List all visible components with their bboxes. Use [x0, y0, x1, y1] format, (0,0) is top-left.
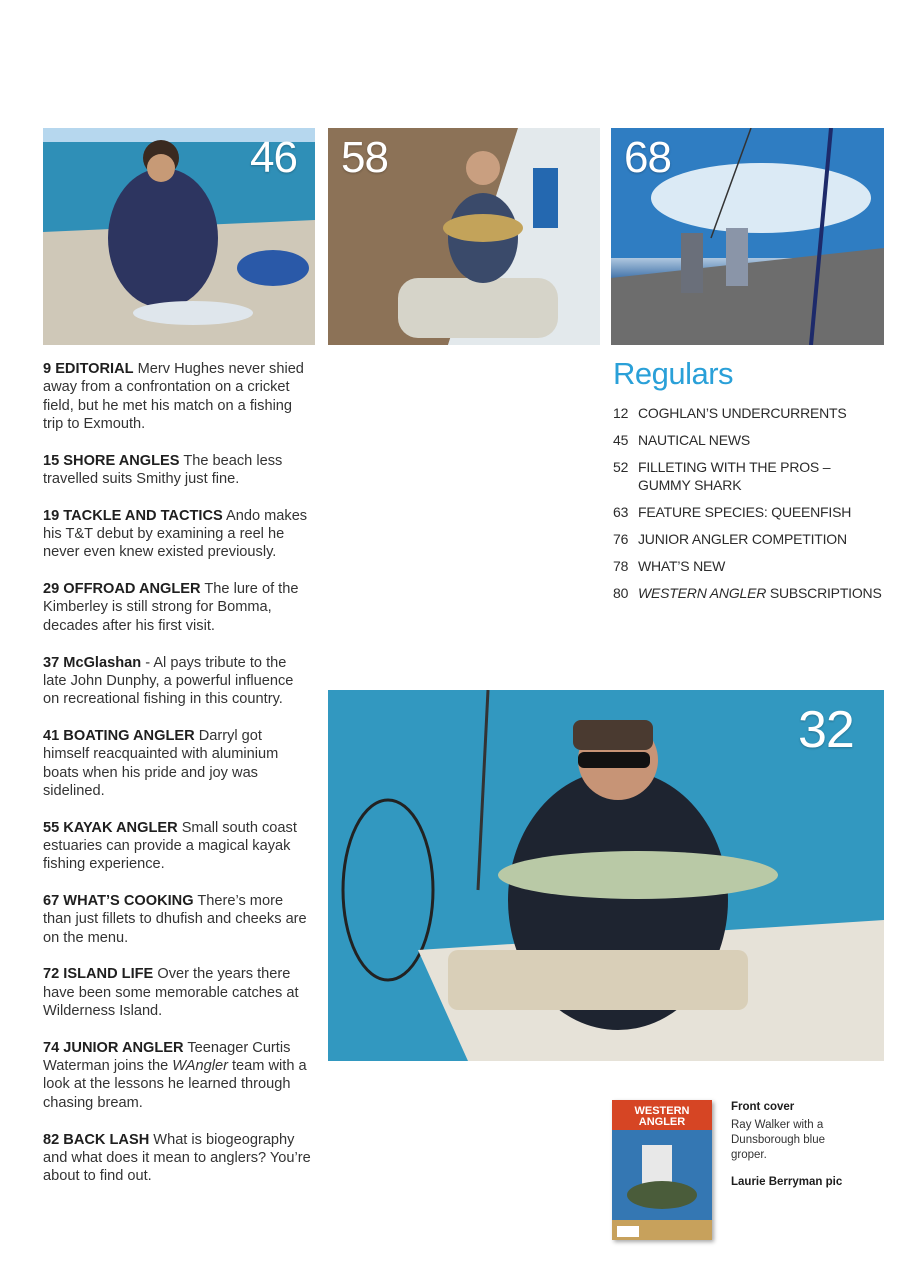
contents-entry: 29 OFFROAD ANGLER The lure of the Kimberley is still strong for Bomma, decades after his first visit. [43, 581, 299, 634]
contents-entry: 15 SHORE ANGLES The beach less travelled suits Smithy just fine. [43, 452, 283, 487]
photo-page-68 [611, 128, 884, 345]
page-number-32: 32 [798, 701, 854, 759]
front-cover-thumbnail [612, 1100, 712, 1240]
regular-item: 52 FILLETING WITH THE PROS – GUMMY SHARK [613, 459, 831, 493]
cover-heading: Front cover [731, 1101, 795, 1113]
contents-entry: 72 ISLAND LIFE Over the years there have been some memorable catches at Wilderness Island. [43, 966, 299, 1020]
cover-caption [731, 1100, 861, 1202]
contents-entry: 55 KAYAK ANGLER Small south coast estuaries can provide a magical kayak fishing experience. [43, 819, 297, 873]
regular-item: 63 FEATURE SPECIES: QUEENFISH [613, 504, 852, 520]
photo-page-32 [328, 690, 884, 1061]
regular-item: 76 JUNIOR ANGLER COMPETITION [613, 531, 847, 547]
regulars-heading: Regulars [613, 356, 734, 391]
regular-item: 80 WESTERN ANGLER SUBSCRIPTIONS [613, 585, 882, 601]
page-number-46: 46 [250, 133, 297, 182]
contents-list [43, 360, 311, 1204]
contents-entry: 19 TACKLE AND TACTICS Ando makes his T&T debut by examining a reel he never even knew existed previously. [43, 507, 308, 561]
regular-item: 78 WHAT’S NEW [613, 558, 726, 574]
contents-entry: 37 McGlashan - Al pays tribute to the late John Dunphy, a powerful influence on recreational fishing in this country. [43, 654, 294, 708]
regular-item: 45 NAUTICAL NEWS [613, 432, 751, 448]
cover-description: Ray Walker with a Dunsborough blue groper. [731, 1119, 825, 1161]
contents-entry: 67 WHAT’S COOKING There’s more than just fillets to dhufish and cheeks are on the menu. [43, 893, 307, 946]
regulars-list [613, 404, 883, 611]
cover-masthead: WESTERN ANGLER [634, 1105, 690, 1128]
contents-entry: 41 BOATING ANGLER Darryl got himself reacquainted with aluminium boats when his pride and joy was sidelined. [43, 727, 279, 799]
photo-page-46 [43, 128, 315, 345]
photo-page-58 [328, 128, 600, 345]
contents-entry: 74 JUNIOR ANGLER Teenager Curtis Waterman joins the WAngler team with a look at the lessons he learned through chasing bream. [43, 1039, 307, 1111]
page-number-58: 58 [341, 133, 388, 182]
contents-entry: 9 EDITORIAL Merv Hughes never shied away from a confrontation on a cricket field, but he met his match on a fishing trip to Exmouth. [43, 361, 304, 432]
page-number-68: 68 [624, 133, 671, 182]
contents-entry: 82 BACK LASH What is biogeography and what does it mean to anglers? You’re about to find out. [43, 1131, 311, 1185]
regular-item: 12 COGHLAN’S UNDERCURRENTS [613, 405, 847, 421]
cover-credit: Laurie Berryman pic [731, 1176, 843, 1188]
